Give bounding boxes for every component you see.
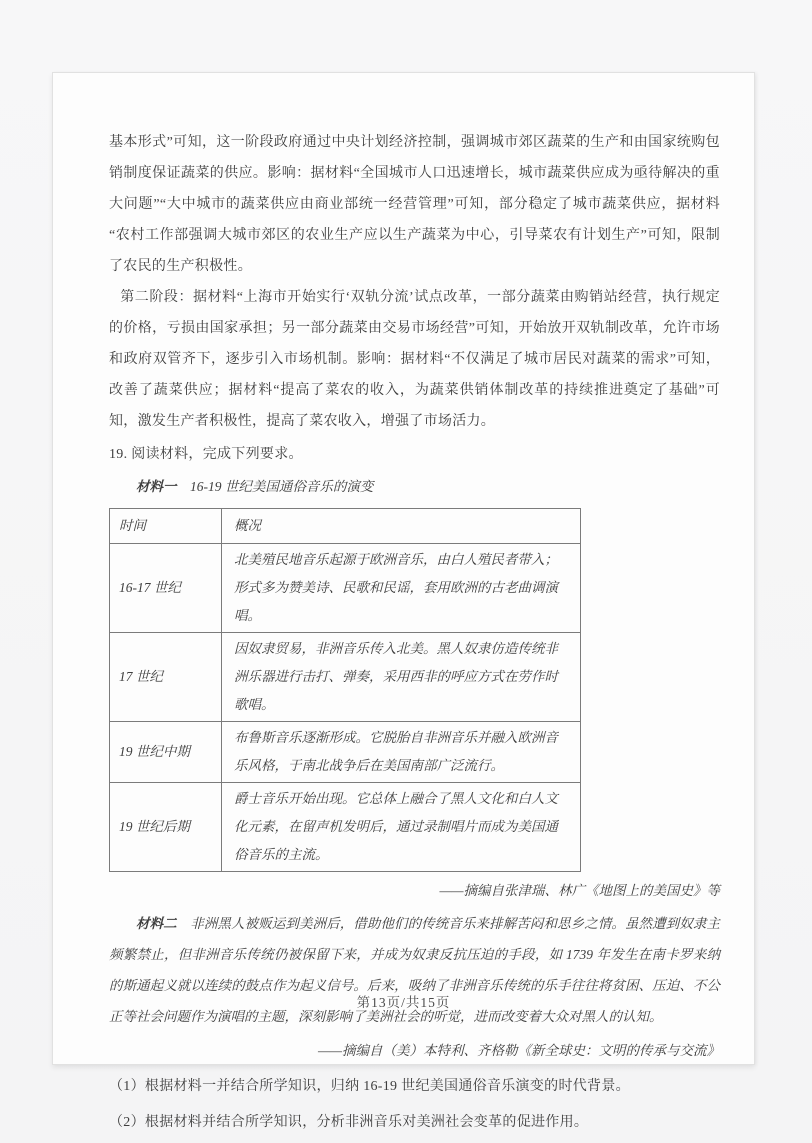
table-row bbox=[110, 783, 581, 872]
material2-text: 非洲黑人被贩运到美洲后，借助他们的传统音乐来排解苦闷和思乡之情。虽然遭到奴隶主频繁禁止，但非洲音乐传统仍被保留下来，并成为奴隶反抗压迫的手段，如 1739 年发生在南卡罗来纳的斯通起义就以连续的鼓点作为起义信号。后来，吸纳了非洲音乐传统的乐手往往将贫困、压迫、不公正等社会问题作为演唱的主题，深刻影响了美洲社会的听觉，进而改变着大众对黑人的认知。 bbox=[109, 916, 721, 1024]
cell-overview: 北美殖民地音乐起源于欧洲音乐，由白人殖民者带入；形式多为赞美诗、民歌和民谣，套用欧洲的古老曲调演唱。 bbox=[222, 544, 581, 633]
material2-label: 材料二 bbox=[136, 916, 177, 931]
cell-overview: 因奴隶贸易，非洲音乐传入北美。黑人奴隶仿造传统非洲乐器进行击打、弹奏，采用西非的呼应方式在劳作时歌唱。 bbox=[222, 633, 581, 722]
cell-overview: 爵士音乐开始出现。它总体上融合了黑人文化和白人文化元素，在留声机发明后，通过录制唱片而成为美国通俗音乐的主流。 bbox=[222, 783, 581, 872]
material2-paragraph bbox=[109, 908, 720, 1032]
material1-title: 16-19 世纪美国通俗音乐的演变 bbox=[190, 479, 374, 494]
sub-question-1: （1）根据材料一并结合所学知识，归纳 16-19 世纪美国通俗音乐演变的时代背景。 bbox=[109, 1079, 630, 1094]
column-header-overview: 概况 bbox=[222, 509, 581, 544]
page-content bbox=[109, 127, 720, 1138]
table-row bbox=[110, 633, 581, 722]
music-evolution-table bbox=[109, 508, 581, 872]
cell-overview: 布鲁斯音乐逐渐形成。它脱胎自非洲音乐并融入欧洲音乐风格，于南北战争后在美国南部广泛流行。 bbox=[222, 722, 581, 783]
material1-source: ——摘编自张津瑞、林广《地图上的美国史》等 bbox=[439, 883, 720, 898]
document-page bbox=[52, 72, 755, 1130]
cell-period: 19 世纪中期 bbox=[110, 722, 222, 783]
page-number: 第13页/共15页 bbox=[356, 995, 451, 1010]
cell-period: 16-17 世纪 bbox=[110, 544, 222, 633]
answer-paragraph-stage1: 基本形式”可知，这一阶段政府通过中央计划经济控制，强调城市郊区蔬菜的生产和由国家统购包销制度保证蔬菜的供应。影响：据材料“全国城市人口迅速增长，城市蔬菜供应成为亟待解决的重大问题”“大中城市的蔬菜供应由商业部统一经营管理”可知，部分稳定了城市蔬菜供应，据材料“农村工作部强调大城市郊区的农业生产应以生产蔬菜为中心，引导菜农有计划生产”可知，限制了农民的生产积极性。 bbox=[109, 135, 720, 274]
column-header-time: 时间 bbox=[110, 509, 222, 544]
sub-question-2: （2）根据材料并结合所学知识，分析非洲音乐对美洲社会变革的促进作用。 bbox=[109, 1115, 589, 1130]
question-19-intro: 19. 阅读材料，完成下列要求。 bbox=[109, 447, 303, 462]
table-row bbox=[110, 722, 581, 783]
material1-label: 材料一 bbox=[136, 479, 177, 494]
cell-period: 19 世纪后期 bbox=[110, 783, 222, 872]
table-header-row bbox=[110, 509, 581, 544]
material1-heading bbox=[109, 471, 720, 502]
cell-period: 17 世纪 bbox=[110, 633, 222, 722]
table-row bbox=[110, 544, 581, 633]
answer-paragraph-stage2: 第二阶段：据材料“上海市开始实行‘双轨分流’试点改革，一部分蔬菜由购销站经营，执行规定的价格，亏损由国家承担；另一部分蔬菜由交易市场经营”可知，开始放开双轨制改革，允许市场和政府双管齐下，逐步引入市场机制。影响：据材料“不仅满足了城市居民对蔬菜的需求”可知，改善了蔬菜供应；据材料“提高了菜农的收入，为蔬菜供销体制改革的持续推进奠定了基础”可知，激发生产者积极性，提高了菜农收入，增强了市场活力。 bbox=[109, 290, 720, 429]
material2-source: ——摘编自（美）本特利、齐格勒《新全球史：文明的传承与交流》 bbox=[317, 1043, 720, 1058]
